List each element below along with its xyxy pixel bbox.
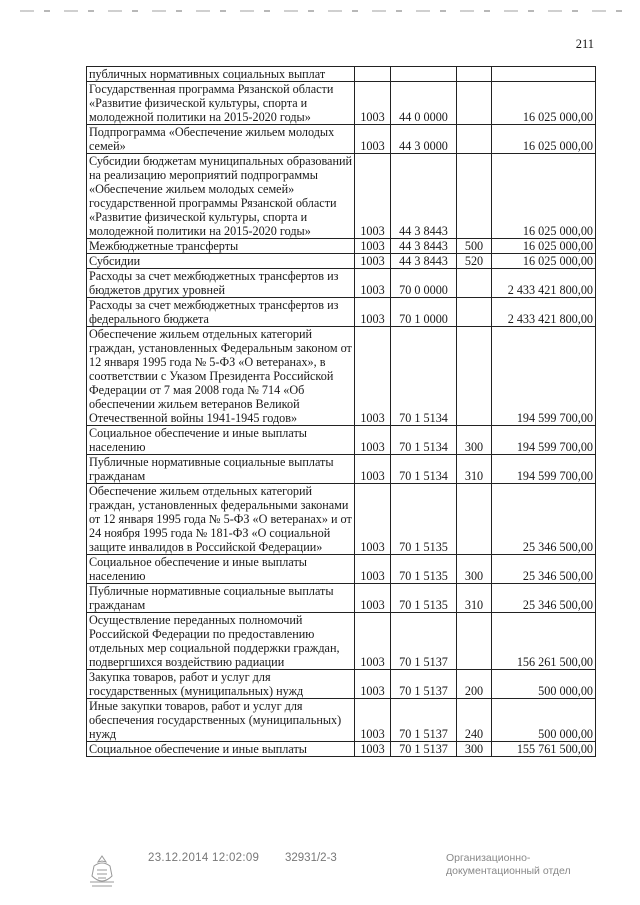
row-name-cell: Социальное обеспечение и иные выплаты населению <box>87 426 355 455</box>
row-section-cell <box>355 67 391 82</box>
row-section-cell: 1003 <box>355 154 391 239</box>
row-target-code-cell: 70 1 0000 <box>391 298 457 327</box>
row-amount-cell: 2 433 421 800,00 <box>492 269 596 298</box>
table-row <box>87 269 596 298</box>
row-name-cell: публичных нормативных социальных выплат <box>87 67 355 82</box>
row-target-code-cell: 70 1 5137 <box>391 699 457 742</box>
row-name-cell: Обеспечение жильем отдельных категорий граждан, установленных Федеральным законом от 12 января 1995 года № 5-ФЗ «О ветеранах», в соответствии с Указом Президента Российской Федерации от 7 мая 2008 года № 714 «Об обеспечении жильем ветеранов Великой Отечественной войны 1941-1945 годов» <box>87 327 355 426</box>
row-target-code-cell: 70 1 5137 <box>391 742 457 757</box>
row-section-cell: 1003 <box>355 670 391 699</box>
row-target-code-cell: 70 0 0000 <box>391 269 457 298</box>
row-amount-cell: 16 025 000,00 <box>492 254 596 269</box>
row-name-cell: Социальное обеспечение и иные выплаты населению <box>87 555 355 584</box>
table-row <box>87 670 596 699</box>
row-section-cell: 1003 <box>355 125 391 154</box>
row-target-code-cell: 70 1 5135 <box>391 484 457 555</box>
row-amount-cell: 155 761 500,00 <box>492 742 596 757</box>
table-row <box>87 613 596 670</box>
table-row <box>87 699 596 742</box>
table-row <box>87 125 596 154</box>
table-row <box>87 584 596 613</box>
row-section-cell: 1003 <box>355 269 391 298</box>
row-name-cell: Расходы за счет межбюджетных трансфертов из бюджетов других уровней <box>87 269 355 298</box>
row-section-cell: 1003 <box>355 484 391 555</box>
row-target-code-cell: 44 3 0000 <box>391 125 457 154</box>
table-row <box>87 455 596 484</box>
row-expense-type-cell: 300 <box>457 555 492 584</box>
row-expense-type-cell: 300 <box>457 742 492 757</box>
row-amount-cell: 194 599 700,00 <box>492 426 596 455</box>
row-expense-type-cell <box>457 125 492 154</box>
row-target-code-cell: 44 3 8443 <box>391 254 457 269</box>
footer-timestamp: 23.12.2014 12:02:09 <box>148 852 260 864</box>
row-name-cell: Субсидии <box>87 254 355 269</box>
table-row <box>87 742 596 757</box>
row-name-cell: Обеспечение жильем отдельных категорий граждан, установленных федеральными законами от 12 января 1995 года № 5-ФЗ «О ветеранах» и от 24 ноября 1995 года № 181-ФЗ «О социальной защите инвалидов в Российской Федерации» <box>87 484 355 555</box>
row-target-code-cell <box>391 67 457 82</box>
footer-department-stamp <box>446 852 571 878</box>
row-name-cell: Государственная программа Рязанской области «Развитие физической культуры, спорта и молодежной политики на 2015-2020 годы» <box>87 82 355 125</box>
row-section-cell: 1003 <box>355 239 391 254</box>
row-amount-cell: 16 025 000,00 <box>492 154 596 239</box>
row-expense-type-cell <box>457 613 492 670</box>
row-section-cell: 1003 <box>355 584 391 613</box>
row-amount-cell: 25 346 500,00 <box>492 584 596 613</box>
table-row <box>87 426 596 455</box>
row-expense-type-cell <box>457 154 492 239</box>
row-expense-type-cell: 200 <box>457 670 492 699</box>
budget-table <box>86 66 596 757</box>
footer-dept-line2: документационный отдел <box>446 865 571 877</box>
row-expense-type-cell: 310 <box>457 584 492 613</box>
row-expense-type-cell: 310 <box>457 455 492 484</box>
row-expense-type-cell <box>457 484 492 555</box>
row-section-cell: 1003 <box>355 455 391 484</box>
row-target-code-cell: 44 0 0000 <box>391 82 457 125</box>
table-row <box>87 67 596 82</box>
table-row <box>87 327 596 426</box>
row-target-code-cell: 44 3 8443 <box>391 154 457 239</box>
row-amount-cell: 156 261 500,00 <box>492 613 596 670</box>
footer-document-id: 32931/2-3 <box>285 852 337 864</box>
table-row <box>87 555 596 584</box>
row-amount-cell: 194 599 700,00 <box>492 455 596 484</box>
page-number: 211 <box>575 37 594 51</box>
row-expense-type-cell <box>457 327 492 426</box>
row-expense-type-cell <box>457 67 492 82</box>
row-name-cell: Расходы за счет межбюджетных трансфертов из федерального бюджета <box>87 298 355 327</box>
row-expense-type-cell <box>457 269 492 298</box>
row-target-code-cell: 70 1 5134 <box>391 426 457 455</box>
row-target-code-cell: 70 1 5134 <box>391 455 457 484</box>
row-expense-type-cell <box>457 298 492 327</box>
row-section-cell: 1003 <box>355 699 391 742</box>
row-section-cell: 1003 <box>355 613 391 670</box>
row-amount-cell <box>492 67 596 82</box>
row-amount-cell: 16 025 000,00 <box>492 82 596 125</box>
row-section-cell: 1003 <box>355 555 391 584</box>
table-row <box>87 239 596 254</box>
table-row <box>87 154 596 239</box>
row-expense-type-cell: 500 <box>457 239 492 254</box>
row-target-code-cell: 70 1 5137 <box>391 613 457 670</box>
row-section-cell: 1003 <box>355 82 391 125</box>
emblem-seal-icon <box>84 852 120 892</box>
row-target-code-cell: 70 1 5134 <box>391 327 457 426</box>
row-amount-cell: 500 000,00 <box>492 670 596 699</box>
row-expense-type-cell: 300 <box>457 426 492 455</box>
row-expense-type-cell <box>457 82 492 125</box>
row-section-cell: 1003 <box>355 426 391 455</box>
row-expense-type-cell: 520 <box>457 254 492 269</box>
row-name-cell: Осуществление переданных полномочий Российской Федерации по предоставлению отдельных мер социальной поддержки граждан, подвергшихся воздействию радиации <box>87 613 355 670</box>
table-row <box>87 82 596 125</box>
row-amount-cell: 500 000,00 <box>492 699 596 742</box>
footer-dept-line1: Организационно- <box>446 852 531 864</box>
row-amount-cell: 16 025 000,00 <box>492 239 596 254</box>
row-name-cell: Подпрограмма «Обеспечение жильем молодых семей» <box>87 125 355 154</box>
table-row <box>87 484 596 555</box>
row-section-cell: 1003 <box>355 298 391 327</box>
row-target-code-cell: 70 1 5135 <box>391 555 457 584</box>
table-row <box>87 254 596 269</box>
row-section-cell: 1003 <box>355 327 391 426</box>
row-amount-cell: 194 599 700,00 <box>492 327 596 426</box>
row-target-code-cell: 70 1 5135 <box>391 584 457 613</box>
row-target-code-cell: 44 3 8443 <box>391 239 457 254</box>
row-name-cell: Иные закупки товаров, работ и услуг для обеспечения государственных (муниципальных) нужд <box>87 699 355 742</box>
row-amount-cell: 25 346 500,00 <box>492 555 596 584</box>
row-name-cell: Закупка товаров, работ и услуг для государственных (муниципальных) нужд <box>87 670 355 699</box>
row-section-cell: 1003 <box>355 254 391 269</box>
row-target-code-cell: 70 1 5137 <box>391 670 457 699</box>
row-name-cell: Публичные нормативные социальные выплаты гражданам <box>87 455 355 484</box>
row-section-cell: 1003 <box>355 742 391 757</box>
row-amount-cell: 25 346 500,00 <box>492 484 596 555</box>
scan-artifact-line <box>20 10 630 12</box>
row-name-cell: Субсидии бюджетам муниципальных образований на реализацию мероприятий подпрограммы «Обеспечение жильем молодых семей» государственной программы Рязанской области «Развитие физической культуры, спорта и молодежной политики на 2015-2020 годы» <box>87 154 355 239</box>
row-amount-cell: 2 433 421 800,00 <box>492 298 596 327</box>
row-expense-type-cell: 240 <box>457 699 492 742</box>
table-row <box>87 298 596 327</box>
row-name-cell: Публичные нормативные социальные выплаты гражданам <box>87 584 355 613</box>
budget-table-body <box>87 67 596 757</box>
row-amount-cell: 16 025 000,00 <box>492 125 596 154</box>
row-name-cell: Межбюджетные трансферты <box>87 239 355 254</box>
row-name-cell: Социальное обеспечение и иные выплаты <box>87 742 355 757</box>
